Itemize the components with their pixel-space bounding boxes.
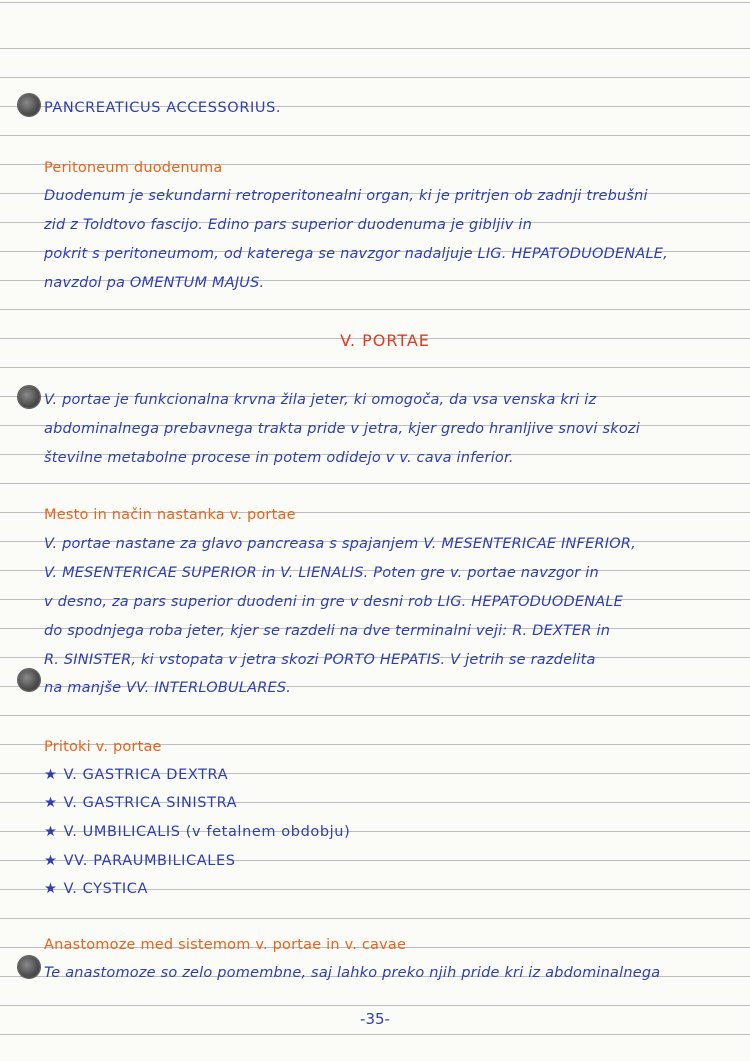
- text-line: do spodnjega roba jeter, kjer se razdeli na dve terminalni veji: R. DEXTER in: [44, 623, 611, 639]
- heading-peritoneum-duodenuma: Peritoneum duodenuma: [44, 160, 223, 176]
- punch-hole: [18, 956, 40, 978]
- text-line: V. portae je funkcionalna krvna žila jeter, ki omogoča, da vsa venska kri iz: [44, 392, 597, 408]
- list-item: [44, 851, 720, 871]
- star-icon: ★: [44, 795, 58, 811]
- text-line: abdominalnega prebavnega trakta pride v jetra, kjer gredo hranljive snovi skozi: [44, 421, 640, 437]
- text-line: pokrit s peritoneumom, od katerega se navzgor nadaljuje LIG. HEPATODUODENALE,: [44, 246, 668, 262]
- star-icon: ★: [44, 853, 58, 869]
- list-item: [44, 822, 720, 842]
- section-title-v-portae: V. PORTAE: [340, 331, 430, 350]
- text-line: V. portae nastane za glavo pancreasa s spajanjem V. MESENTERICAE INFERIOR,: [44, 536, 636, 552]
- text-line: navzdol pa OMENTUM MAJUS.: [44, 275, 265, 291]
- heading-anastomoze: Anastomoze med sistemom v. portae in v. cavae: [44, 937, 407, 953]
- text-line: V. MESENTERICAE SUPERIOR in V. LIENALIS. Poten gre v. portae navzgor in: [44, 565, 599, 581]
- list-item-text: V. CYSTICA: [63, 881, 148, 897]
- list-item: [44, 879, 720, 899]
- list-item-text: VV. PARAUMBILICALES: [63, 853, 236, 869]
- text-line: zid z Toldtovo fascijo. Edino pars superior duodenuma je gibljiv in: [44, 217, 532, 233]
- list-item: [44, 765, 720, 785]
- punch-hole: [18, 669, 40, 691]
- text-line: Duodenum je sekundarni retroperitonealni organ, ki je pritrjen ob zadnji trebušni: [44, 188, 648, 204]
- list-item-text: V. GASTRICA SINISTRA: [63, 795, 238, 811]
- text-line: Te anastomoze so zelo pomembne, saj lahko preko njih pride kri iz abdominalnega: [44, 965, 661, 981]
- punch-hole: [18, 386, 40, 408]
- text-line: na manjše VV. INTERLOBULARES.: [44, 680, 292, 696]
- punch-hole: [18, 94, 40, 116]
- list-item-text: V. UMBILICALIS (v fetalnem obdobju): [63, 824, 351, 840]
- star-icon: ★: [44, 824, 58, 840]
- text-line: v desno, za pars superior duodeni in gre v desni rob LIG. HEPATODUODENALE: [44, 594, 624, 610]
- heading-pritoki: Pritoki v. portae: [44, 739, 162, 755]
- page-number: -35-: [360, 1010, 390, 1028]
- star-icon: ★: [44, 881, 58, 897]
- star-icon: ★: [44, 767, 58, 783]
- section-title-pancreaticus: PANCREATICUS ACCESSORIUS.: [44, 100, 282, 116]
- list-item-text: V. GASTRICA DEXTRA: [63, 767, 229, 783]
- list-item: [44, 793, 720, 813]
- heading-mesto-nastanka: Mesto in način nastanka v. portae: [44, 507, 296, 523]
- text-line: številne metabolne procese in potem odidejo v v. cava inferior.: [44, 450, 514, 466]
- text-line: R. SINISTER, ki vstopata v jetra skozi PORTO HEPATIS. V jetrih se razdelita: [44, 652, 596, 668]
